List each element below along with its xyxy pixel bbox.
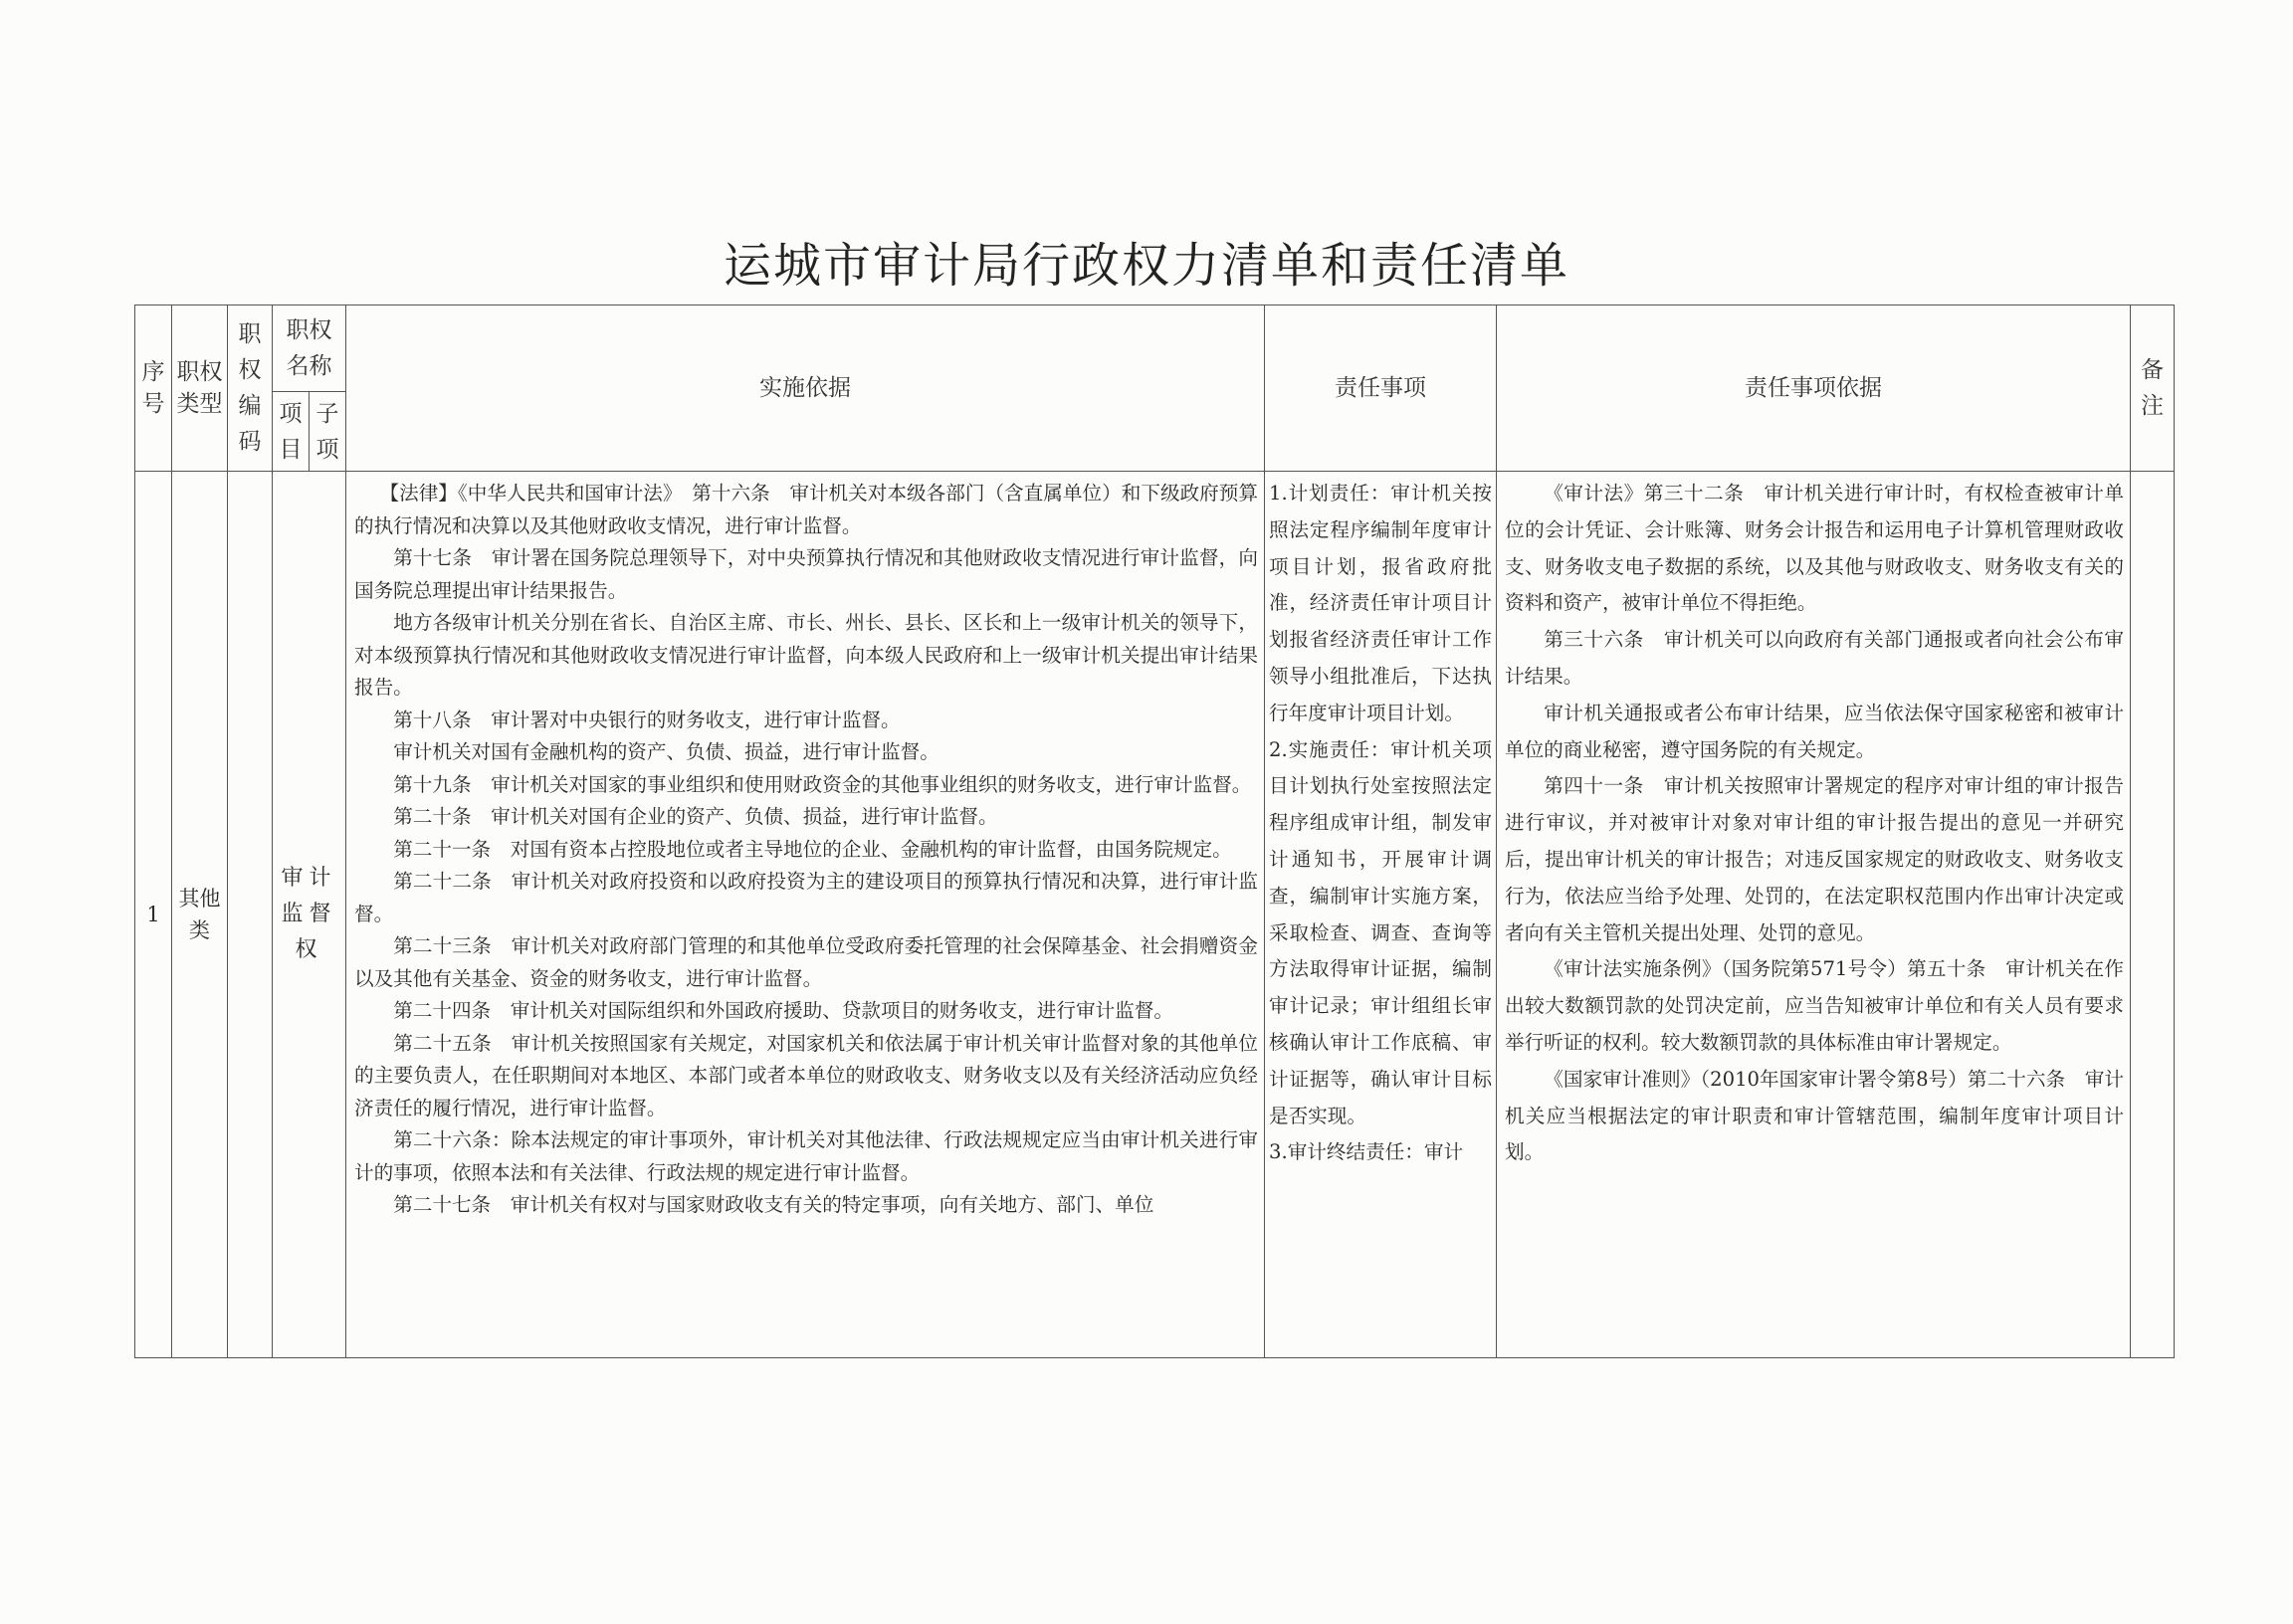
basis-paragraph: 第二十七条 审计机关有权对与国家财政收支有关的特定事项，向有关地方、部门、单位 <box>393 1193 1154 1216</box>
row-power-name: 审计监督权 <box>273 472 346 1358</box>
row-note <box>2131 472 2175 1358</box>
basis-paragraph: 第二十条 审计机关对国有企业的资产、负债、损益，进行审计监督。 <box>393 805 998 828</box>
row-responsibility-basis <box>1497 472 2131 1358</box>
document-title: 运城市审计局行政权力清单和责任清单 <box>723 238 1569 294</box>
responsibility-basis-paragraph: 《国家审计准则》（2010年国家审计署令第8号）第二十六条 审计机关应当根据法定的审计职责和审计管辖范围，编制年度审计项目计划。 <box>1505 1067 2124 1164</box>
responsibility-basis-paragraph: 第三十六条 审计机关可以向政府有关部门通报或者向社会公布审计结果。 <box>1505 628 2124 688</box>
basis-paragraph: 第二十五条 审计机关按照国家有关规定，对国家机关和依法属于审计机关审计监督对象的其他单位的主要负责人，在任职期间对本地区、本部门或者本单位的财政收支、财务收支以及有关经济活动应负经济责任的履行情况，进行审计监督。 <box>354 1031 1258 1119</box>
responsibility-basis-paragraph: 《审计法》第三十二条 审计机关进行审计时，有权检查被审计单位的会计凭证、会计账簿、财务会计报告和运用电子计算机管理财政收支、财务收支电子数据的系统，以及其他与财政收支、财务收支有关的资料和资产，被审计单位不得拒绝。 <box>1505 482 2124 615</box>
header-resp-basis: 责任事项依据 <box>1497 305 2131 472</box>
basis-text <box>346 472 1264 1357</box>
basis-paragraph: 【法律】《中华人民共和国审计法》 第十六条 审计机关对本级各部门（含直属单位）和下级政府预算的执行情况和决算以及其他财政收支情况，进行审计监督。 <box>354 482 1258 537</box>
row-type: 其他类 <box>172 472 228 1358</box>
basis-paragraph: 地方各级审计机关分别在省长、自治区主席、市长、州长、县长、区长和上一级审计机关的领导下，对本级预算执行情况和其他财政收支情况进行审计监督，向本级人民政府和上一级审计机关提出审计结果报告。 <box>354 611 1258 699</box>
header-name: 职权名称 <box>273 305 346 392</box>
header-resp: 责任事项 <box>1265 305 1497 472</box>
basis-paragraph: 第十九条 审计机关对国家的事业组织和使用财政资金的其他事业组织的财务收支，进行审计监督。 <box>393 772 1252 796</box>
row-basis <box>346 472 1265 1358</box>
header-note: 备注 <box>2131 305 2175 472</box>
header-sub: 子项 <box>310 392 346 472</box>
basis-paragraph: 审计机关对国有金融机构的资产、负债、损益，进行审计监督。 <box>393 740 939 763</box>
responsibility-basis-paragraph: 审计机关通报或者公布审计结果，应当依法保守国家秘密和被审计单位的商业秘密，遵守国务院的有关规定。 <box>1505 701 2124 761</box>
responsibility-paragraph: 3.审计终结责任：审计 <box>1269 1140 1464 1164</box>
responsibility-paragraph: 1.计划责任：审计机关按照法定程序编制年度审计项目计划，报省政府批准，经济责任审计项目计划报省经济责任审计工作领导小组批准后，下达执行年度审计项目计划。 <box>1269 482 1492 724</box>
row-seq: 1 <box>135 472 172 1358</box>
basis-paragraph: 第十七条 审计署在国务院总理领导下，对中央预算执行情况和其他财政收支情况进行审计监督，向国务院总理提出审计结果报告。 <box>354 546 1258 602</box>
basis-paragraph: 第二十一条 对国有资本占控股地位或者主导地位的企业、金融机构的审计监督，由国务院规定。 <box>393 837 1232 861</box>
header-code: 职权编码 <box>228 305 273 472</box>
basis-paragraph: 第二十四条 审计机关对国际组织和外国政府援助、贷款项目的财务收支，进行审计监督。 <box>393 999 1173 1022</box>
header-item: 项目 <box>273 392 310 472</box>
basis-paragraph: 第二十六条：除本法规定的审计事项外，审计机关对其他法律、行政法规规定应当由审计机关进行审计的事项，依照本法和有关法律、行政法规的规定进行审计监督。 <box>354 1128 1258 1184</box>
responsibility-basis-paragraph: 第四十一条 审计机关按照审计署规定的程序对审计组的审计报告进行审议，并对被审计对象对审计组的审计报告提出的意见一并研究后，提出审计机关的审计报告；对违反国家规定的财政收支、财务收支行为，依法应当给予处理、处罚的，在法定职权范围内作出审计决定或者向有关主管机关提出处理、处罚的意见。 <box>1505 774 2124 944</box>
header-seq: 序号 <box>135 305 172 472</box>
responsibility-paragraph: 2.实施责任：审计机关项目计划执行处室按照法定程序组成审计组，制发审计通知书，开展审计调查，编制审计实施方案，采取检查、调查、查询等方法取得审计证据，编制审计记录；审计组组长审核确认审计工作底稿、审计证据等，确认审计目标是否实现。 <box>1269 737 1492 1127</box>
responsibility-text <box>1265 472 1496 1357</box>
responsibility-basis-text <box>1497 472 2130 1357</box>
row-responsibility <box>1265 472 1497 1358</box>
power-list-table <box>134 304 2175 1358</box>
header-basis: 实施依据 <box>346 305 1265 472</box>
header-type: 职权类型 <box>172 305 228 472</box>
basis-paragraph: 第十八条 审计署对中央银行的财务收支，进行审计监督。 <box>393 708 901 731</box>
responsibility-basis-paragraph: 《审计法实施条例》（国务院第571号令）第五十条 审计机关在作出较大数额罚款的处罚决定前，应当告知被审计单位和有关人员有要求举行听证的权利。较大数额罚款的具体标准由审计署规定。 <box>1505 957 2124 1054</box>
basis-paragraph: 第二十三条 审计机关对政府部门管理的和其他单位受政府委托管理的社会保障基金、社会捐赠资金以及其他有关基金、资金的财务收支，进行审计监督。 <box>354 934 1258 990</box>
basis-paragraph: 第二十二条 审计机关对政府投资和以政府投资为主的建设项目的预算执行情况和决算，进行审计监督。 <box>354 870 1258 925</box>
row-code <box>228 472 273 1358</box>
